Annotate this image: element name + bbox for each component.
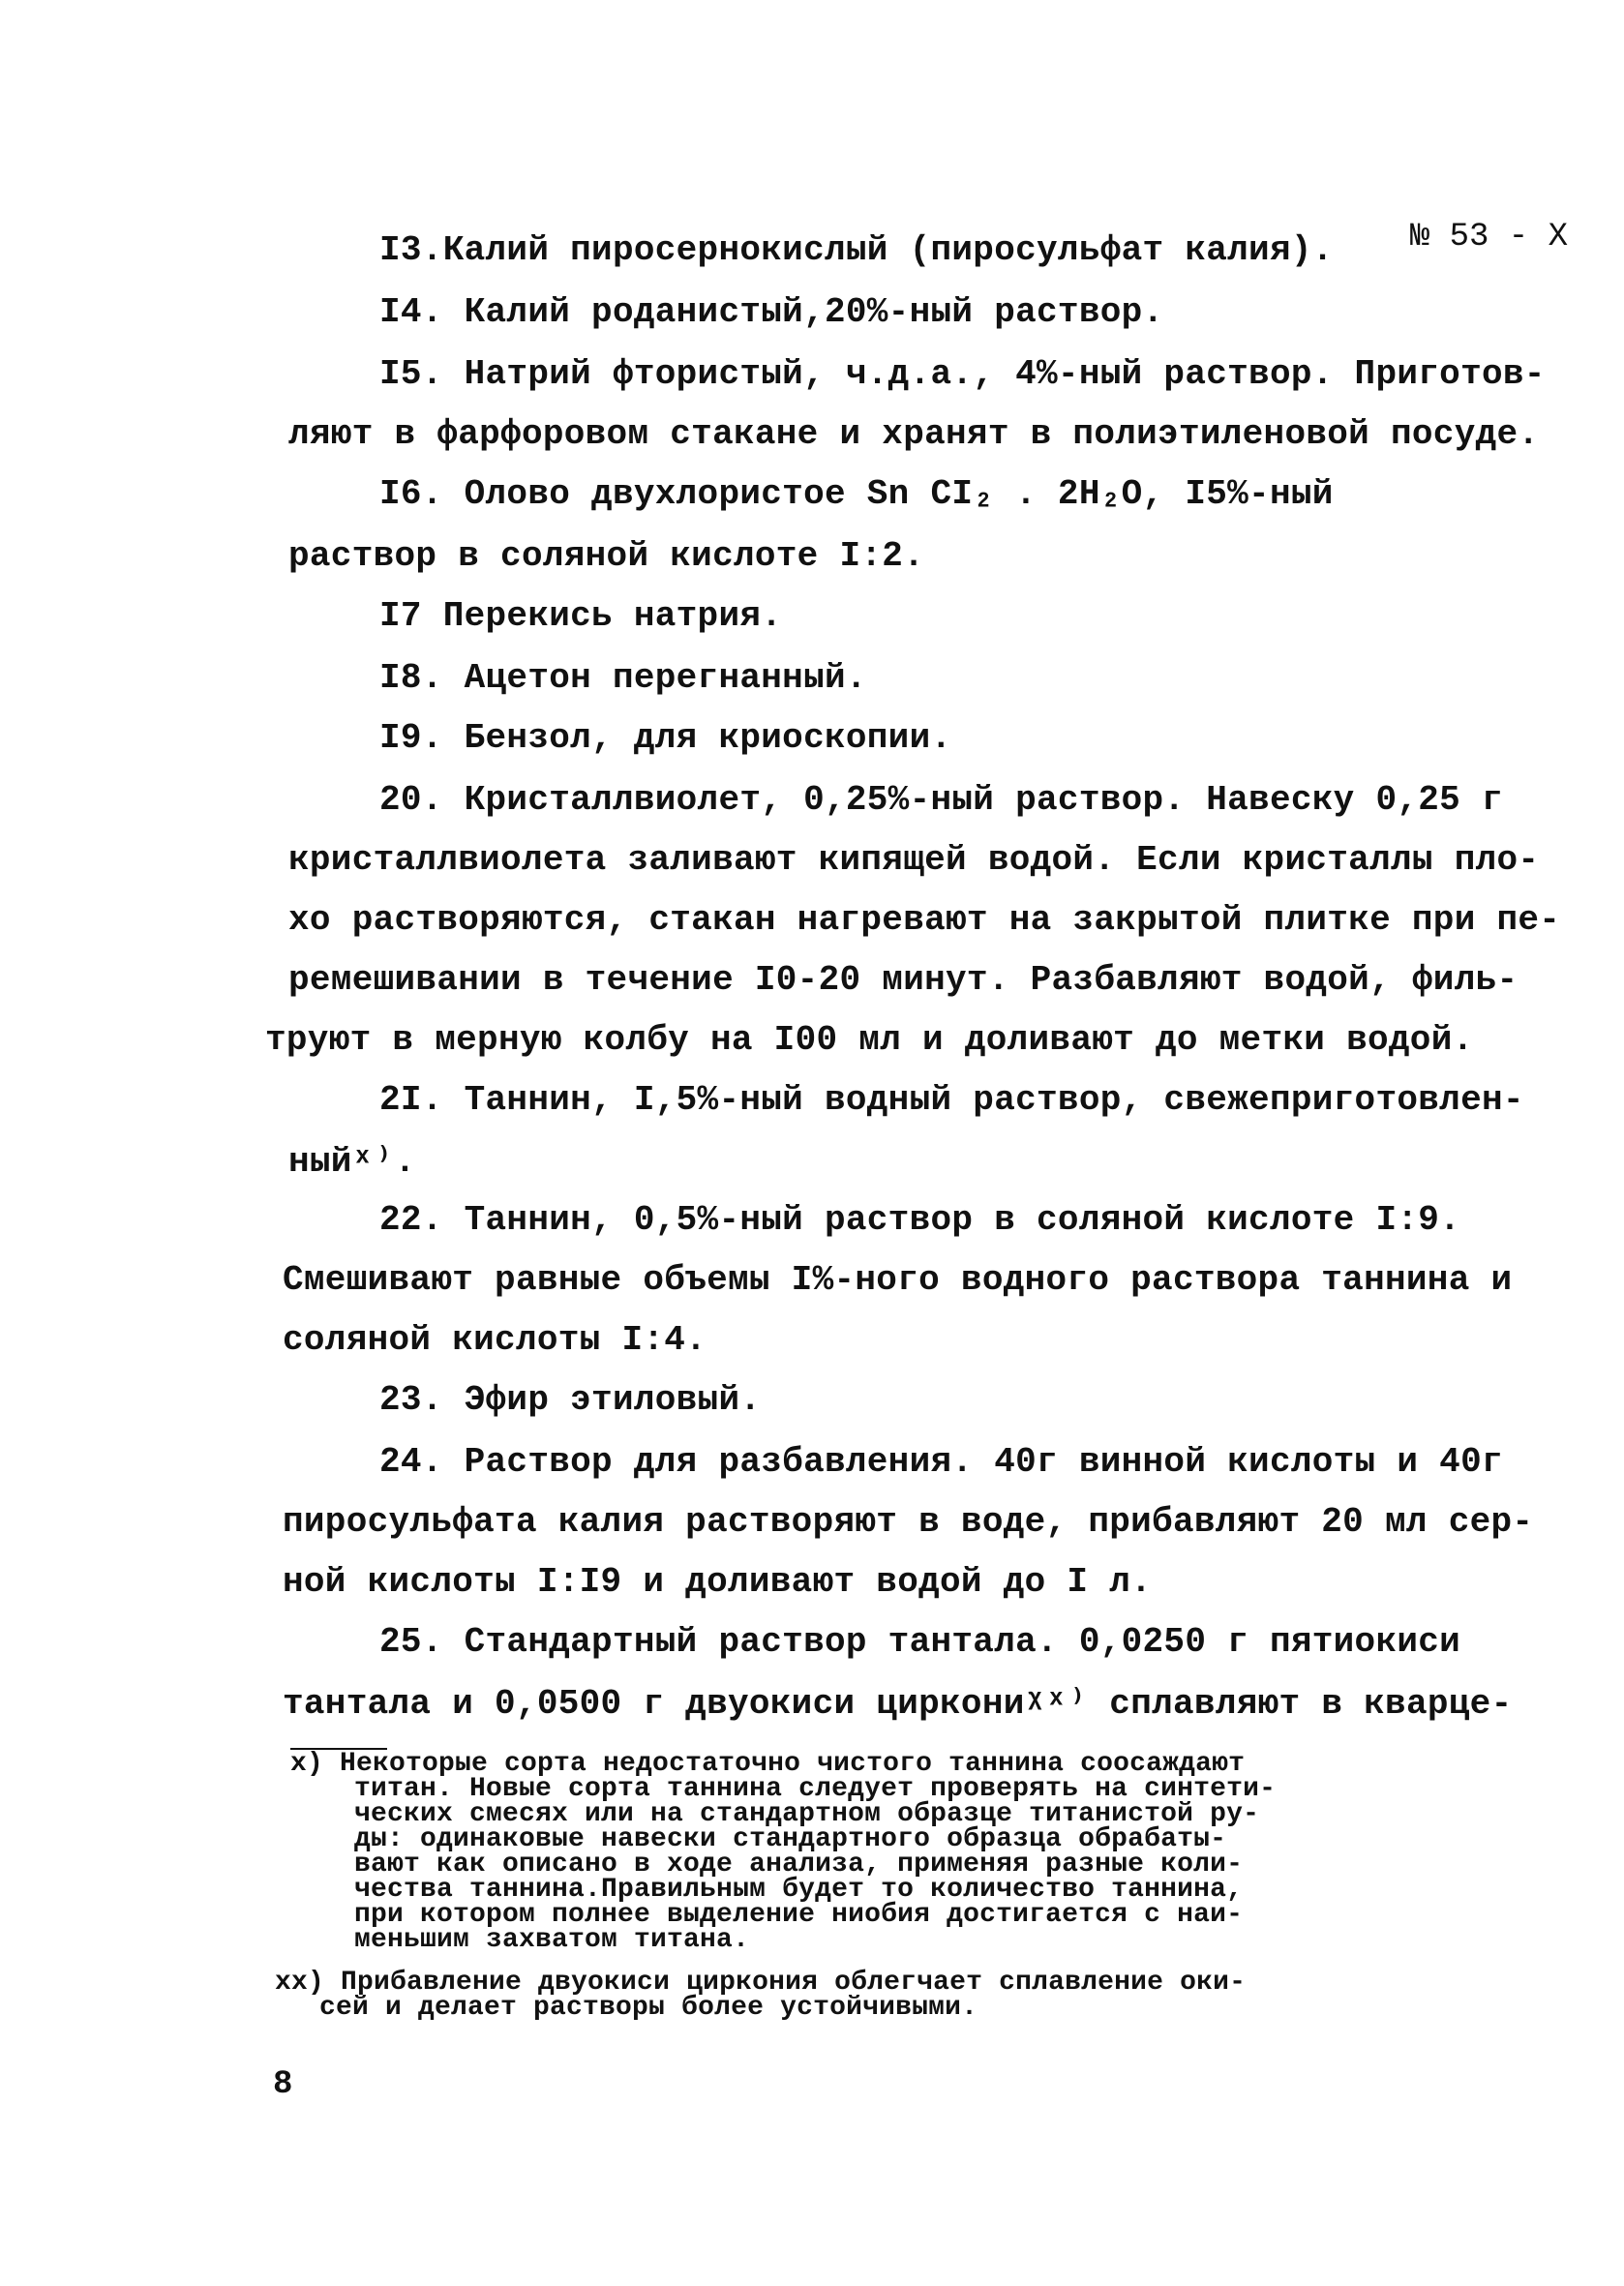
text-line: соляной кислоты I:4. [283,1320,707,1360]
text-line: I9. Бензол, для криоскопии. [379,718,952,758]
document-code: № 53 - Х [1409,219,1568,256]
text-line: 24. Раствор для разбавления. 40г винной кислоты и 40г [379,1442,1503,1482]
footnote-line: ческих смесях или на стандартном образце титанистой ру- [354,1799,1260,1829]
footnote-line: меньшим захватом титана. [354,1925,750,1955]
text-line: I8. Ацетон перегнанный. [379,658,867,698]
text-line: тантала и 0,0500 г двуокиси циркониᵡˣ⁾ сплавляют в кварце- [283,1684,1513,1724]
footnote-line: чества таннина.Правильным будет то количество таннина, [354,1875,1244,1905]
footnote-line: сей и делает растворы более устойчивыми. [319,1993,978,2023]
footnote-line: вают как описано в ходе анализа, применяя разные коли- [354,1850,1244,1880]
text-line: ной кислоты I:I9 и доливают водой до I л. [283,1562,1153,1602]
text-line: I5. Натрий фтористый, ч.д.а., 4%-ный раствор. Приготов- [379,354,1546,394]
text-line: пиросульфата калия растворяют в воде, прибавляют 20 мл сер- [283,1502,1534,1542]
footnote-line: х) Некоторые сорта недостаточно чистого таннина соосаждают [290,1749,1246,1779]
text-line: I6. Олово двухлористое Sn CI₂ . 2H₂O, I5%-ный [379,474,1334,514]
text-line: ныйˣ⁾. [288,1142,416,1182]
text-line: раствор в соляной кислоте I:2. [288,536,925,576]
footnote-line: хх) Прибавление двуокиси циркония облегчает сплавление оки- [275,1968,1247,1998]
text-line: 22. Таннин, 0,5%-ный раствор в соляной кислоте I:9. [379,1200,1461,1240]
page-number: 8 [273,2066,293,2103]
text-line: хо растворяются, стакан нагревают на закрытой плитке при пе- [288,900,1561,940]
footnote-line: при котором полнее выделение ниобия достигается с наи- [354,1900,1244,1930]
text-line: ремешивании в течение I0-20 минут. Разбавляют водой, филь- [288,960,1519,1000]
text-line: I4. Калий роданистый,20%-ный раствор. [379,292,1164,332]
text-line: Смешивают равные объемы I%-ного водного раствора таннина и [283,1260,1513,1300]
text-line: 23. Эфир этиловый. [379,1380,762,1420]
footnote-line: ды: одинаковые навески стандартного образца обрабаты- [354,1824,1227,1854]
text-line: I3.Калий пиросернокислый (пиросульфат калия). [379,230,1334,270]
text-line: 25. Стандартный раствор тантала. 0,0250 г пятиокиси [379,1622,1461,1662]
text-line: кристаллвиолета заливают кипящей водой. Если кристаллы пло- [288,840,1540,880]
text-line: 20. Кристаллвиолет, 0,25%-ный раствор. Навеску 0,25 г [379,780,1503,820]
text-line: ляют в фарфоровом стакане и хранят в полиэтиленовой посуде. [288,414,1540,454]
text-line: труют в мерную колбу на I00 мл и доливают до метки водой. [265,1020,1474,1060]
text-line: 2I. Таннин, I,5%-ный водный раствор, свежеприготовлен- [379,1080,1524,1120]
footnote-line: титан. Новые сорта таннина следует проверять на синтети- [354,1774,1277,1804]
text-line: I7 Перекись натрия. [379,596,783,636]
